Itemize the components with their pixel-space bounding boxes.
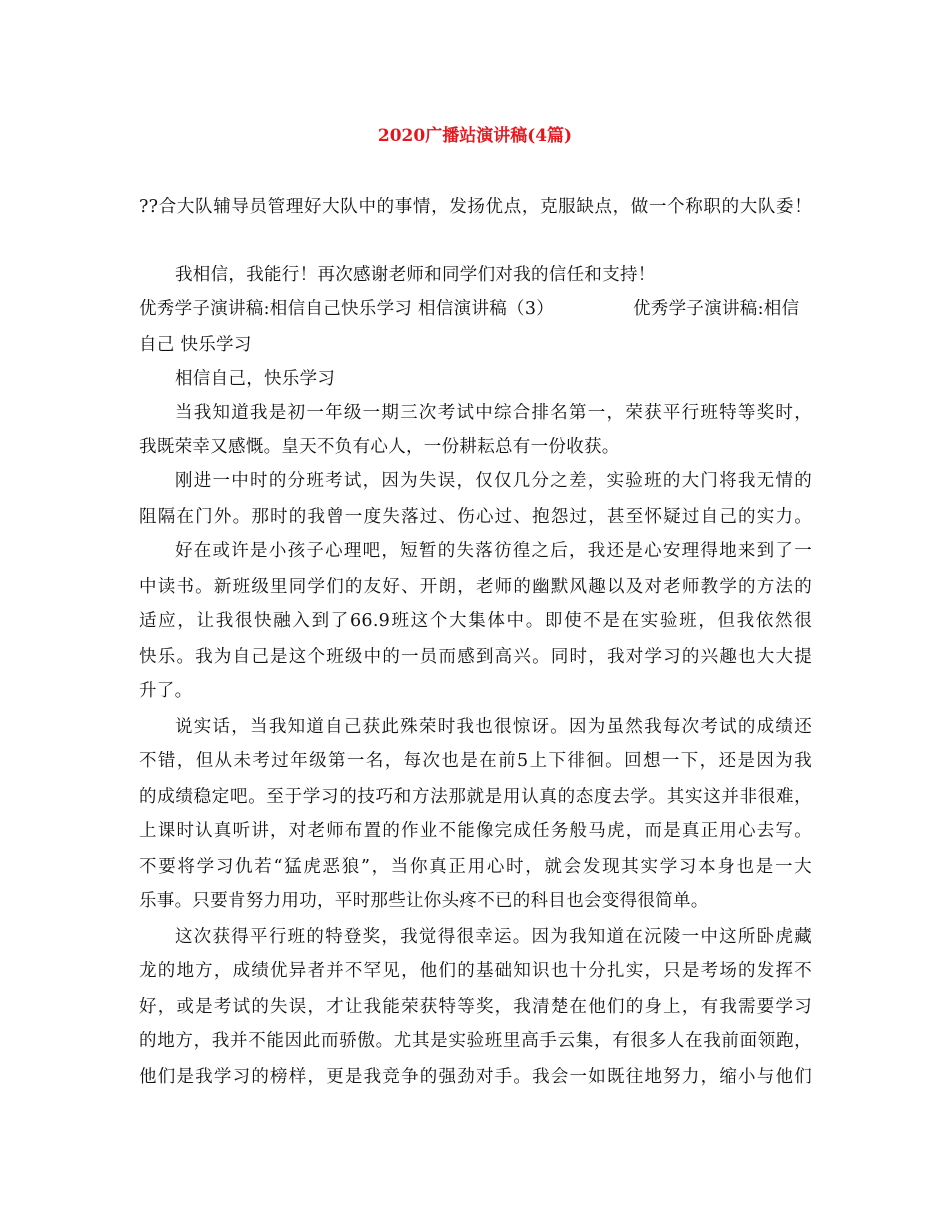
paragraph-line: 不要将学习仇若“猛虎恶狼”，当你真正用心时，就会发现其实学习本身也是一大 [139, 857, 812, 877]
paragraph-line: 这次获得平行班的特登奖，我觉得很幸运。因为我知道在沅陵一中这所卧虎藏 [175, 927, 812, 947]
paragraph-line: 优秀学子演讲稿:相信 [633, 299, 800, 319]
paragraph-line: 的地方，我并不能因此而骄傲。尤其是实验班里高手云集，有很多人在我前面领跑， [139, 1031, 812, 1051]
paragraph-line: 优秀学子演讲稿:相信自己快乐学习 相信演讲稿（3） [139, 299, 555, 319]
paragraph-line: 自己 快乐学习 [139, 335, 252, 355]
paragraph-line: 升了。 [139, 681, 193, 701]
paragraph-line: ??合大队辅导员管理好大队中的事情，发扬优点，克服缺点，做一个称职的大队委！ [139, 197, 812, 217]
paragraph-line: 相信自己，快乐学习 [175, 369, 336, 389]
paragraph-line: 不错，但从未考过年级第一名，每次也是在前5上下徘徊。回想一下，还是因为我 [139, 751, 812, 771]
paragraph-line: 上课时认真听讲，对老师布置的作业不能像完成任务般马虎，而是真正用心去写。 [139, 821, 812, 841]
paragraph-line: 好在或许是小孩子心理吧，短暂的失落彷徨之后，我还是心安理得地来到了一 [175, 541, 812, 561]
paragraph-line: 龙的地方，成绩优异者并不罕见，他们的基础知识也十分扎实，只是考场的发挥不 [139, 961, 812, 981]
paragraph-line: 乐事。只要肯努力用功，平时那些让你头疼不已的科目也会变得很简单。 [139, 891, 709, 911]
paragraph-line: 好，或是考试的失误，才让我能荣获特等奖，我清楚在他们的身上，有我需要学习 [139, 997, 812, 1017]
paragraph-line: 说实话，当我知道自己获此殊荣时我也很惊讶。因为虽然我每次考试的成绩还 [175, 717, 812, 737]
paragraph-line: 我既荣幸又感慨。皇天不负有心人，一份耕耘总有一份收获。 [139, 437, 620, 457]
paragraph-line: 他们是我学习的榜样，更是我竞争的强劲对手。我会一如既往地努力，缩小与他们 [139, 1067, 812, 1087]
paragraph-line: 刚进一中时的分班考试，因为失误，仅仅几分之差，实验班的大门将我无情的 [175, 471, 812, 491]
paragraph-line: 我相信，我能行！再次感谢老师和同学们对我的信任和支持！ [175, 265, 656, 285]
paragraph-line: 当我知道我是初一年级一期三次考试中综合排名第一，荣获平行班特等奖时， [175, 403, 812, 423]
paragraph-line: 阻隔在门外。那时的我曾一度失落过、伤心过、抱怨过，甚至怀疑过自己的实力。 [139, 507, 812, 527]
paragraph-line: 中读书。新班级里同学们的友好、开朗，老师的幽默风趣以及对老师教学的方法的 [139, 577, 812, 597]
paragraph-line: 适应，让我很快融入到了66.9班这个大集体中。即使不是在实验班，但我依然很 [139, 611, 812, 631]
document-title: 2020广播站演讲稿(4篇) [377, 126, 573, 146]
paragraph-line: 的成绩稳定吧。至于学习的技巧和方法那就是用认真的态度去学。其实这并非很难， [139, 787, 812, 807]
paragraph-line: 快乐。我为自己是这个班级中的一员而感到高兴。同时，我对学习的兴趣也大大提 [139, 647, 812, 667]
